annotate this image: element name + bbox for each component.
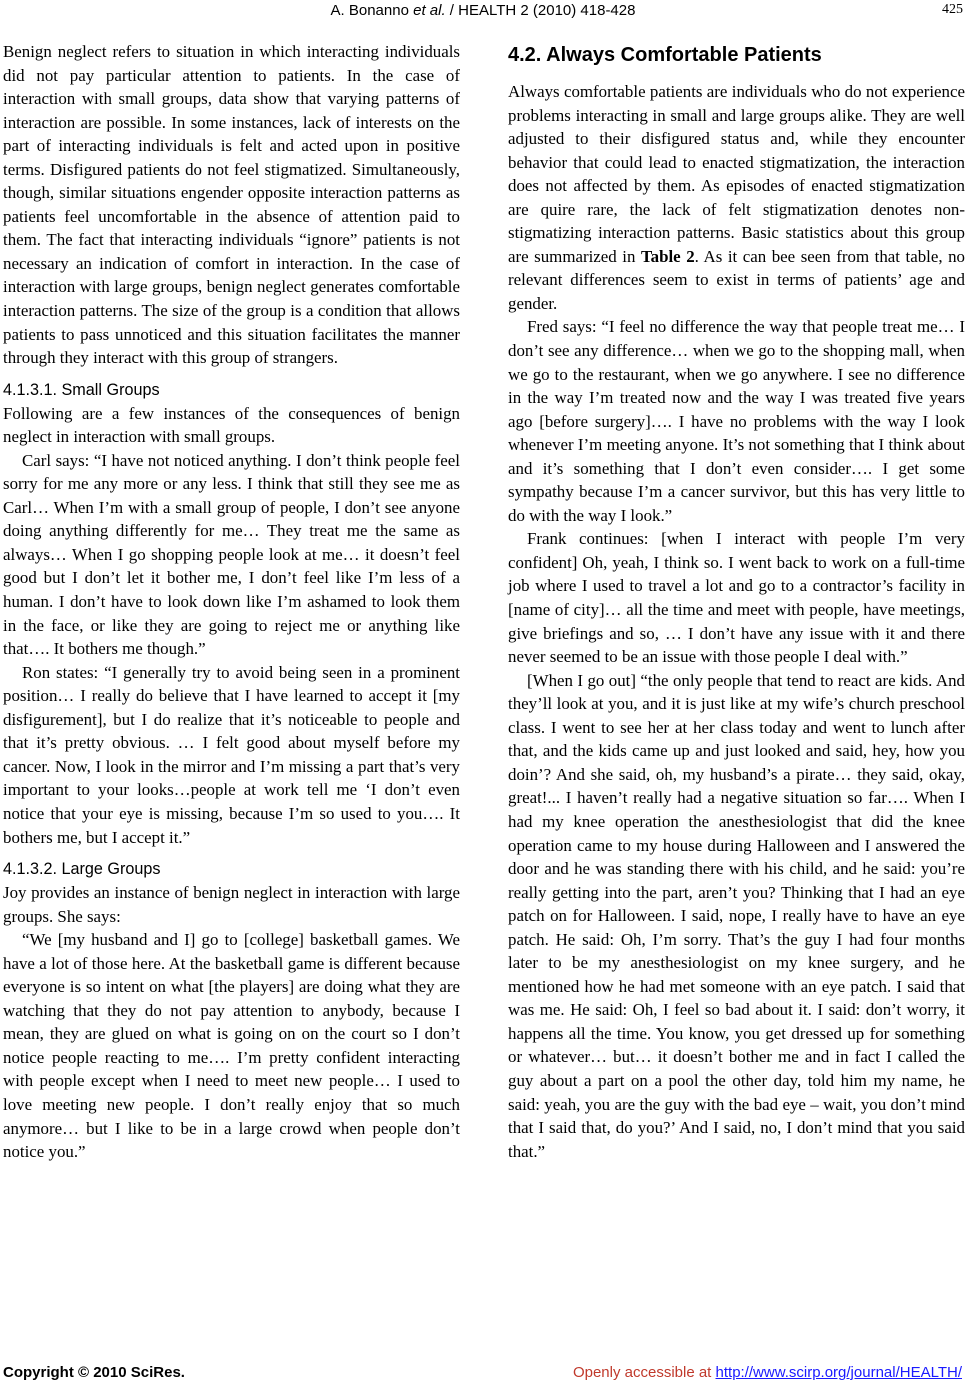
- header-et-al: et al.: [413, 2, 446, 19]
- heading-small-groups: 4.1.3.1. Small Groups: [3, 380, 160, 399]
- running-header: [0, 2, 966, 22]
- paragraph-joy-quote: “We [my husband and I] go to [college] basketball games. We have a lot of those here. At the basketball game is different because everyone is so intent on what [the players] are doing what they are watching that they do not pay attention to anybody, because I mean, they are glued on what is going on on the court so I don’t notice people reacting to me…. I’m pretty confident interacting with people except when I need to meet new people… I used to love meeting new people. I don’t really enjoy that so much anymore… but I like to be in a large crowd when people don’t notice you.”: [3, 930, 460, 1162]
- paragraph-carl-quote: Carl says: “I have not noticed anything. I don’t think people feel sorry for me any more or any less. I think that still they see me as Carl… When I’m with a small group of people, I don’t see anyone doing anything differently for me… They treat me the same as always… When I go shopping people look at me… it doesn’t feel good but I don’t let it bother me, I don’t feel like I’m less of a human. I don’t have to look down like I’m ashamed to look them in the face, or like they are going to reject me or anything like that…. It bothers me though.”: [3, 450, 460, 659]
- running-citation: [0, 2, 966, 19]
- paragraph-large-groups-intro: Joy provides an instance of benign neglect in interaction with large groups. She says:: [3, 883, 460, 926]
- page-number: 425: [942, 2, 963, 17]
- paragraph-always-comfortable: [508, 80, 965, 315]
- header-journal: / HEALTH 2 (2010) 418-428: [445, 2, 636, 19]
- text-run: . As it can bee seen from that table, no relevant differences seem to exist in terms of patients’ age and gender.: [508, 246, 965, 313]
- paragraph-small-groups-intro: Following are a few instances of the consequences of benign neglect in interaction with small groups.: [3, 403, 460, 447]
- heading-large-groups: 4.1.3.2. Large Groups: [3, 860, 161, 879]
- paragraph-frank-continued: [When I go out] “the only people that tend to react are kids. And they’ll look at you, and it is just like at my wife’s church preschool class. I went to see her at her class today and went to lunch after that, and the kids came up and just looked and said, hey, how you doin’? And she said, oh, my husband’s a pirate… they said, okay, great!... I haven’t really had a negative situation so far…. When I had my knee operation the anesthesiologist that did the knee operation came to my house during Halloween and I answered the door and he was standing there with his child, and he said: you’re really getting into the part, aren’t you? Thinking that I had an eye patch on for Halloween. I said, nope, I really have to have an eye patch. He said: Oh, I’m sorry. That’s the guy I had four months later to be my anesthesiologist on my knee surgery, and he mentioned how he had met someone with an eye patch. I said that was me. He said: Oh, I feel so bad about it. I said: don’t worry, it happens all the time. You know, you get dressed up for something or whatever… but… it doesn’t bother me and in fact I called the guy about a part on a pool the other day, told him my name, he said: yeah, you are the guy with the bad eye – wait, you don’t mind that I said that, do you?’ And I said, no, I don’t mind that you said that.”: [508, 670, 965, 1161]
- header-authors: A. Bonanno: [330, 2, 414, 19]
- access-notice: [573, 1364, 962, 1381]
- paragraph-ron-quote: Ron states: “I generally try to avoid being seen in a prominent position… I really do believe that I have learned to accept it [my disfigurement], but I do realize that it’s noticeable to people and that it’s pretty obvious. … I felt good about myself before my cancer. Now, I look in the mirror and I’m missing a part that’s very important to your looks…people at work tell me ‘I don’t even notice that your eye is missing, because I’m so used to you…. It bothers me, but I accept it.”: [3, 662, 460, 847]
- right-column: [508, 42, 965, 1163]
- paragraph-fred-quote: Fred says: “I feel no difference the way that people treat me… I don’t see any difference… when we go to the shopping mall, when we go to the restaurant, when we go anywhere. I see no difference in the way I’m treated now and the way I was treated five years ago [before surgery]…. I have no problems with the way I look whenever I’m meeting anyone. It’s not something that I think about and it’s something that I don’t even consider…. I get some sympathy because I’m a cancer survivor, but this has very little to do with the way I look.”: [508, 317, 965, 525]
- paragraph-benign-neglect: Benign neglect refers to situation in which interacting individuals did not pay particular attention to patients. In the case of interaction with small groups, data show that varying patterns of interaction are possible. In some instances, lack of interests on the part of interacting individuals is felt and acted upon in positive terms. Disfigured patients do not feel stigmatized. Simultaneously, though, similar situations engender opposite interaction patterns as patients feel uncomfortable in the absence of attention paid to them. The fact that interacting individuals “ignore” patients is not necessary an indication of comfort in interaction. In the case of interaction with large groups, benign neglect generates comfortable interaction patterns. The size of the group is a condition that allows patients to pass unnoticed and this situation facilitates the manner through they interact with this group of strangers.: [3, 42, 460, 368]
- journal-link[interactable]: http://www.scirp.org/journal/HEALTH/: [715, 1364, 962, 1381]
- table-reference: Table 2: [640, 246, 695, 266]
- page-footer: [0, 1364, 966, 1386]
- paragraph-frank-quote: Frank continues: [when I interact with people I’m very confident] Oh, yeah, I think so. I went back to work on a full-time job where I used to travel a lot and go to a contractor’s facility in [name of city]… all the time and meet with people, have meetings, give briefings and so, … I don’t have any issue with it and there never seemed to be an issue with those people I deal with.”: [508, 529, 965, 667]
- text-run: Always comfortable patients are individuals who do not experience problems interacting in small and large groups alike. They are well adjusted to their disfigured status and, while they encounter behavior that could lead to enacted stigmatization, the interaction does not affected by them. As episodes of enacted stigmatization are quire rare, the lack of felt stigmatization denotes non-stigmatizing interaction patterns. Basic statistics about this group are summarized in: [508, 82, 965, 266]
- access-text: Openly accessible at: [572, 1364, 716, 1381]
- copyright-notice: Copyright © 2010 SciRes.: [3, 1364, 185, 1381]
- left-column: [3, 40, 460, 1164]
- section-heading: 4.2. Always Comfortable Patients: [508, 44, 822, 66]
